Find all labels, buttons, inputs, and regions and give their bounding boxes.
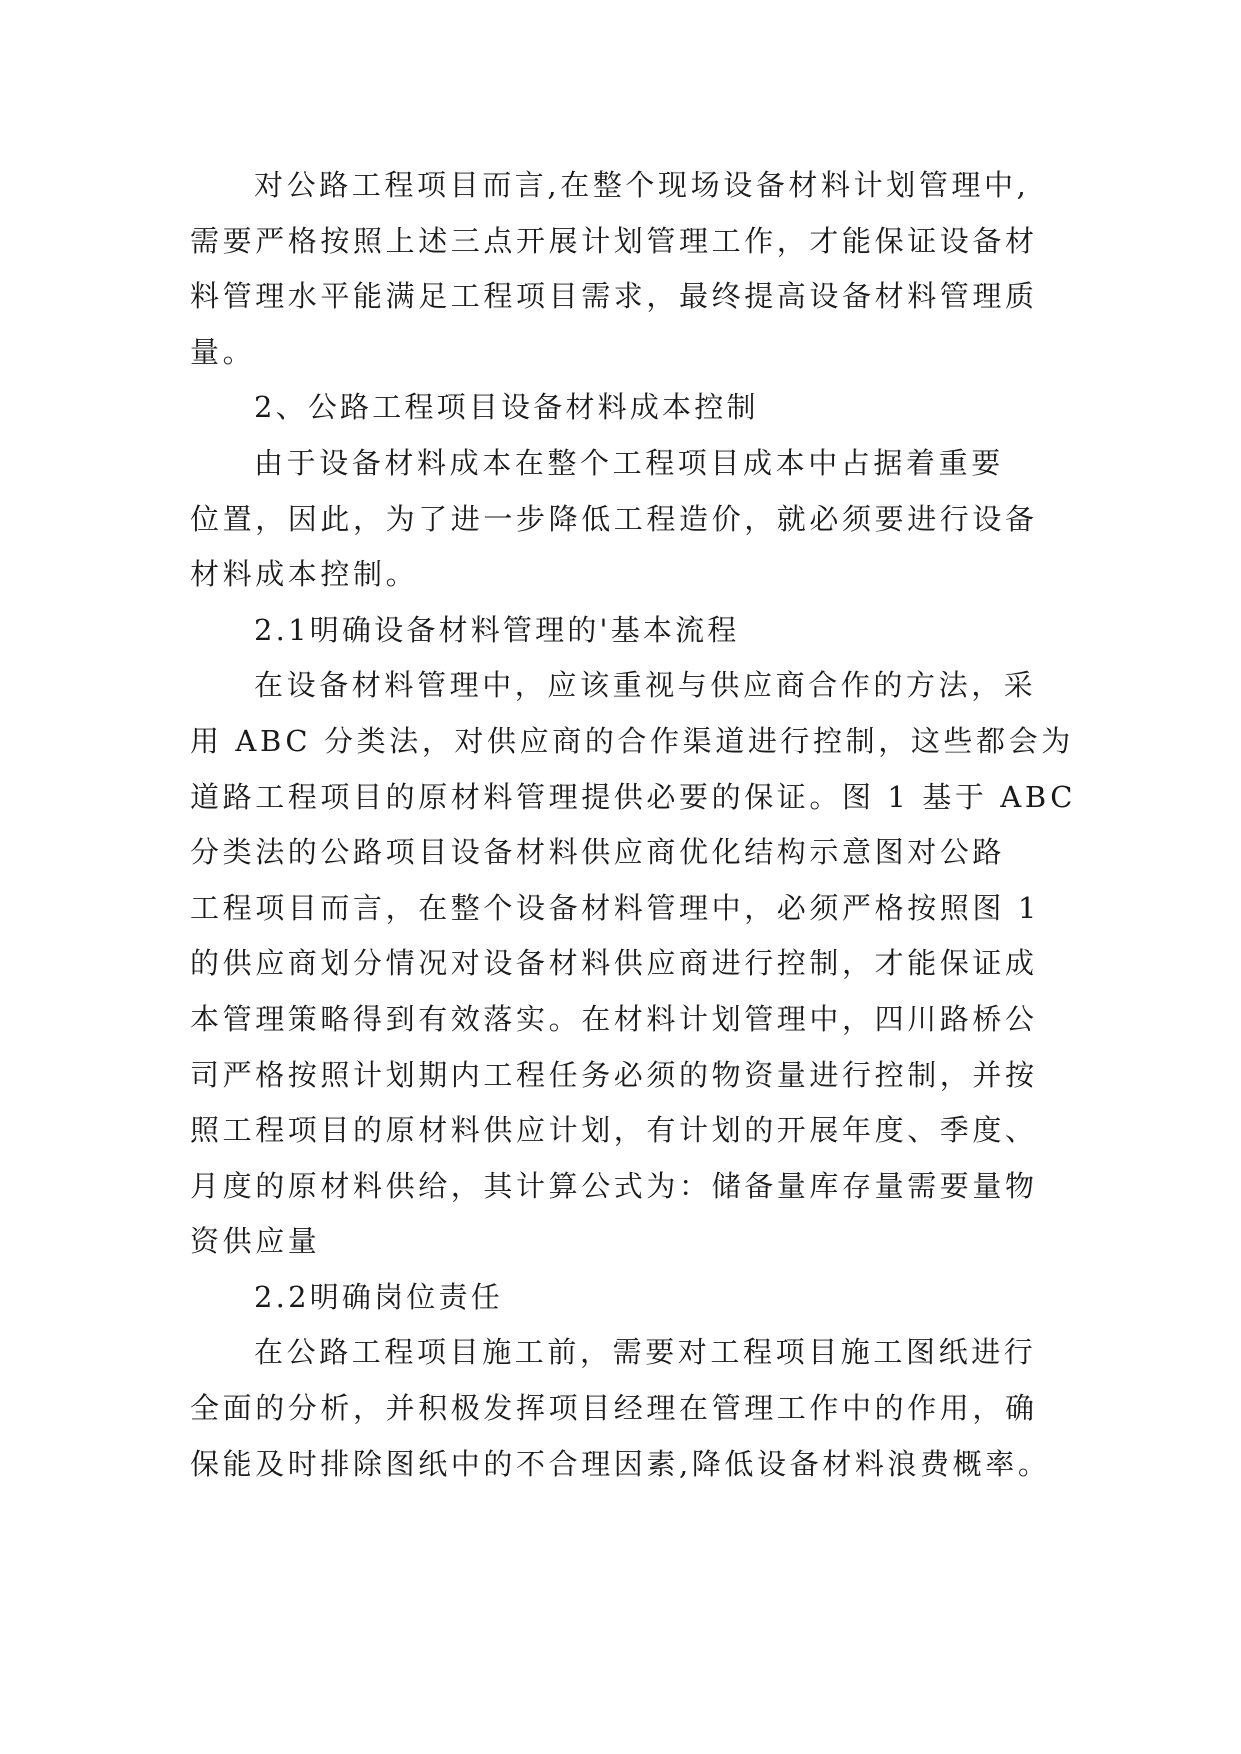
paragraph-line: 资供应量 <box>190 1224 321 1259</box>
subsection-heading: 2.2明确岗位责任 <box>254 1279 503 1314</box>
paragraph-line: 本管理策略得到有效落实。在材料计划管理中，四川路桥公 <box>190 1001 1038 1036</box>
paragraph-line: 对公路工程项目而言,在整个现场设备材料计划管理中, <box>254 168 1030 202</box>
paragraph-line: 材料成本控制。 <box>190 557 419 592</box>
paragraph-line: 料管理水平能满足工程项目需求，最终提高设备材料管理质 <box>190 279 1038 314</box>
paragraph-line: 由于设备材料成本在整个工程项目成本中占据着重要 <box>254 445 1004 480</box>
paragraph-line: 量。 <box>190 334 256 369</box>
paragraph-line: 道路工程项目的原材料管理提供必要的保证。图 1 基于 ABC <box>190 779 1077 814</box>
paragraph-line: 用 ABC 分类法，对供应商的合作渠道进行控制，这些都会为 <box>190 723 1074 758</box>
paragraph-line: 保能及时排除图纸中的不合理因素,降低设备材料浪费概率。 <box>190 1446 1051 1481</box>
paragraph-line: 分类法的公路项目设备材料供应商优化结构示意图对公路 <box>190 835 1006 870</box>
paragraph-line: 照工程项目的原材料供应计划，有计划的开展年度、季度、 <box>190 1113 1038 1148</box>
paragraph-line: 的供应商划分情况对设备材料供应商进行控制，才能保证成 <box>190 946 1038 981</box>
paragraph-line: 需要严格按照上述三点开展计划管理工作，才能保证设备材 <box>190 223 1038 258</box>
paragraph-line: 位置，因此，为了进一步降低工程造价，就必须要进行设备 <box>190 501 1038 536</box>
paragraph-line: 在公路工程项目施工前，需要对工程项目施工图纸进行 <box>254 1335 1037 1370</box>
section-heading: 2、公路工程项目设备材料成本控制 <box>254 390 759 425</box>
paragraph-line: 全面的分析，并积极发挥项目经理在管理工作中的作用，确 <box>190 1391 1038 1426</box>
paragraph-line: 司严格按照计划期内工程任务必须的物资量进行控制，并按 <box>190 1057 1038 1092</box>
paragraph-line: 工程项目而言，在整个设备材料管理中，必须严格按照图 1 <box>190 890 1040 925</box>
document-body <box>190 158 1077 1492</box>
subsection-heading: 2.1明确设备材料管理的'基本流程 <box>254 612 740 647</box>
paragraph-line: 在设备材料管理中，应该重视与供应商合作的方法，采 <box>254 668 1037 703</box>
paragraph-line: 月度的原材料供给，其计算公式为：储备量库存量需要量物 <box>190 1168 1038 1203</box>
